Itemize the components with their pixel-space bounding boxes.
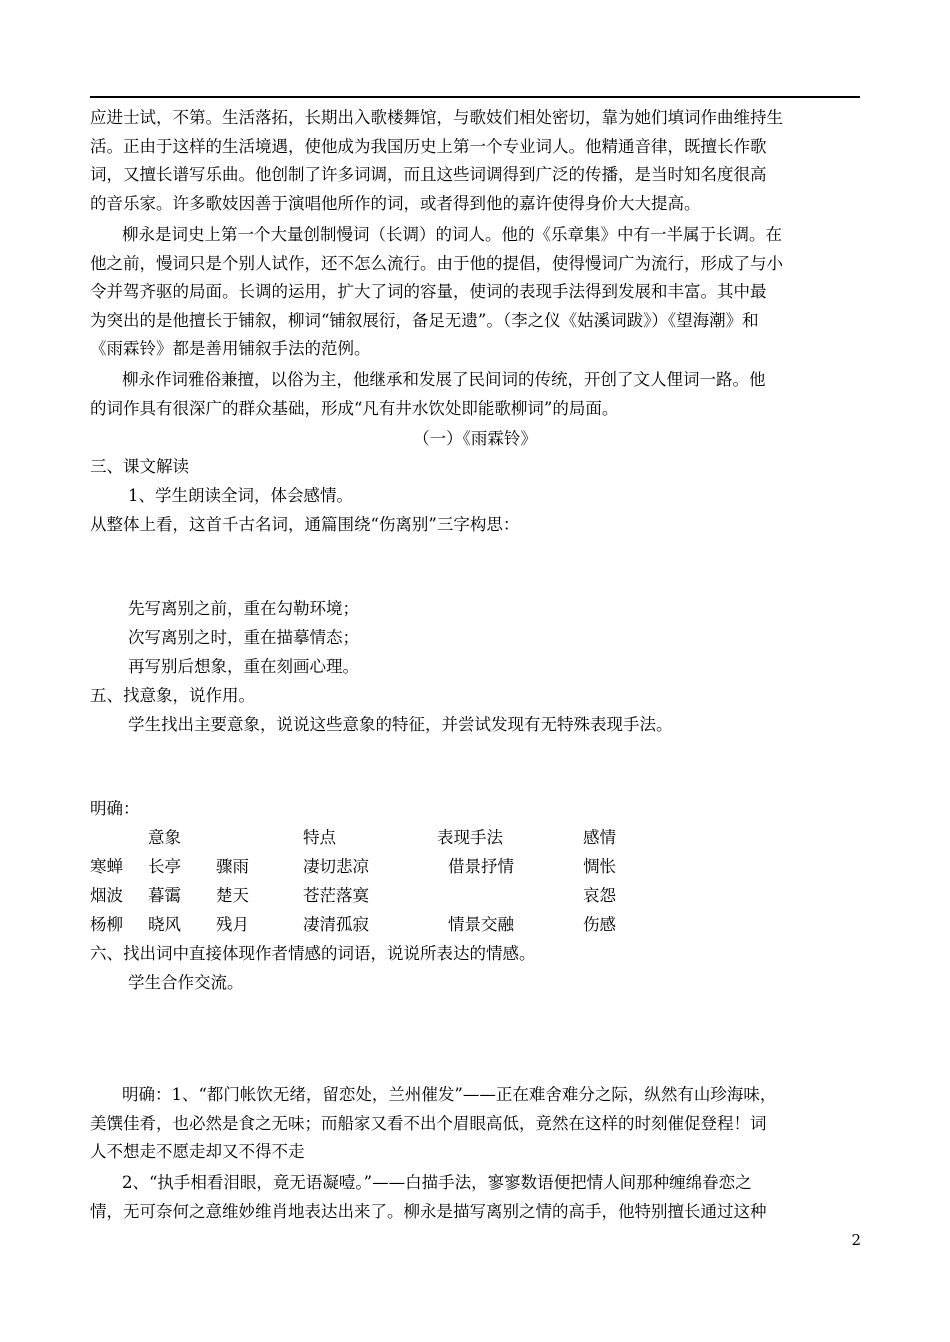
table-cell: 伤感 bbox=[583, 915, 616, 934]
paragraph-1 bbox=[90, 104, 860, 218]
table-cell: 情景交融 bbox=[448, 915, 514, 934]
text-line: 明确：1、“都门帐饮无绪，留恋处，兰州催发”——正在难舍难分之际，纵然有山珍海味， bbox=[122, 1085, 777, 1104]
table-header: 表现手法 bbox=[437, 828, 503, 847]
section-5-instruction: 学生找出主要意象，说说这些意象的特征，并尝试发现有无特殊表现手法。 bbox=[128, 715, 673, 734]
header-rule bbox=[90, 96, 860, 98]
section-3-item-1: 1、学生朗读全词，体会感情。 bbox=[128, 486, 353, 505]
clarify-label: 明确： bbox=[90, 799, 140, 818]
text-line: 他之前，慢词只是个别人试作，还不怎么流行。由于他的提倡，使得慢词广为流行，形成了与小 bbox=[90, 253, 783, 273]
page-number: 2 bbox=[851, 1231, 861, 1249]
paragraph-4 bbox=[90, 1081, 860, 1167]
text-line: 应进士试，不第。生活落拓，长期出入歌楼舞馆，与歌妓们相处密切，靠为她们填词作曲维持生 bbox=[90, 108, 783, 127]
text-line: 人不想走不愿走却又不得不走 bbox=[90, 1142, 305, 1161]
section-3-heading: 三、课文解读 bbox=[90, 457, 189, 476]
text-line: 情，无可奈何之意维妙维肖地表达出来了。柳永是描写离别之情的高手，他特别擅长通过这种 bbox=[90, 1201, 767, 1221]
table-cell: 惆怅 bbox=[583, 857, 616, 876]
table-cell: 凄切悲凉 bbox=[303, 857, 369, 876]
structure-item-2: 次写离别之时，重在描摹情态； bbox=[128, 628, 359, 647]
table-cell: 暮霭 bbox=[148, 886, 181, 905]
text-line: 美馔佳肴，也必然是食之无味；而船家又看不出个眉眼高低，竟然在这样的时刻催促登程！词 bbox=[90, 1113, 767, 1133]
table-cell: 借景抒情 bbox=[448, 857, 514, 876]
table-cell: 凄清孤寂 bbox=[303, 915, 369, 934]
table-header: 特点 bbox=[303, 828, 336, 847]
structure-item-3: 再写别后想象，重在刻画心理。 bbox=[128, 657, 359, 676]
text-line: 词，又擅长谱写乐曲。他创制了许多词调，而且这些词调得到广泛的传播，是当时知名度很高 bbox=[90, 165, 767, 184]
text-line: 的音乐家。许多歌妓因善于演唱他所作的词，或者得到他的嘉许使得身价大大提高。 bbox=[90, 193, 701, 213]
table-cell: 杨柳 bbox=[90, 915, 123, 934]
table-cell: 烟波 bbox=[90, 886, 123, 905]
table-header: 意象 bbox=[148, 828, 181, 847]
text-line: 令并驾齐驱的局面。长调的运用，扩大了词的容量，使词的表现手法得到发展和丰富。其中最 bbox=[90, 282, 767, 301]
text-line: 柳永作词雅俗兼擅，以俗为主，他继承和发展了民间词的传统，开创了文人俚词一路。他 bbox=[122, 370, 766, 389]
table-cell: 苍茫落寞 bbox=[303, 886, 369, 905]
table-cell: 晓风 bbox=[148, 915, 181, 934]
table-header: 感情 bbox=[583, 828, 616, 847]
paragraph-5 bbox=[90, 1169, 860, 1226]
table-cell: 哀怨 bbox=[583, 886, 616, 905]
text-line: 《雨霖铃》都是善用铺叙手法的范例。 bbox=[90, 339, 371, 358]
section-3-item-2: 从整体上看，这首千古名词，通篇围绕“伤离别”三字构思： bbox=[90, 515, 520, 534]
table-cell: 骤雨 bbox=[216, 857, 249, 876]
section-6-instruction: 学生合作交流。 bbox=[128, 973, 244, 992]
table-cell: 残月 bbox=[216, 915, 249, 934]
paragraph-2 bbox=[90, 221, 860, 364]
structure-item-1: 先写离别之前，重在勾勒环境； bbox=[128, 599, 359, 618]
section-5-heading: 五、找意象，说作用。 bbox=[90, 686, 255, 705]
text-line: 柳永是词史上第一个大量创制慢词（长调）的词人。他的《乐章集》中有一半属于长调。在 bbox=[122, 225, 782, 244]
text-line: 2、“执手相看泪眼，竟无语凝噎。”——白描手法，寥寥数语便把情人间那种缠绵眷恋之 bbox=[122, 1173, 752, 1192]
table-cell: 长亭 bbox=[148, 857, 181, 876]
paragraph-3 bbox=[90, 366, 860, 423]
section-6-heading: 六、找出词中直接体现作者情感的词语，说说所表达的情感。 bbox=[90, 944, 536, 963]
poem-subtitle: （一）《雨霖铃》 bbox=[413, 429, 537, 448]
table-cell: 楚天 bbox=[216, 886, 249, 905]
text-line: 的词作具有很深广的群众基础，形成“凡有井水饮处即能歌柳词”的局面。 bbox=[90, 398, 619, 418]
table-cell: 寒蝉 bbox=[90, 857, 123, 876]
text-line: 活。正由于这样的生活境遇，使他成为我国历史上第一个专业词人。他精通音律，既擅长作歌 bbox=[90, 136, 767, 156]
text-line: 为突出的是他擅长于铺叙，柳词“铺叙展衍，备足无遗”。（李之仪《姑溪词跋》）《望海潮》和 bbox=[90, 310, 759, 330]
